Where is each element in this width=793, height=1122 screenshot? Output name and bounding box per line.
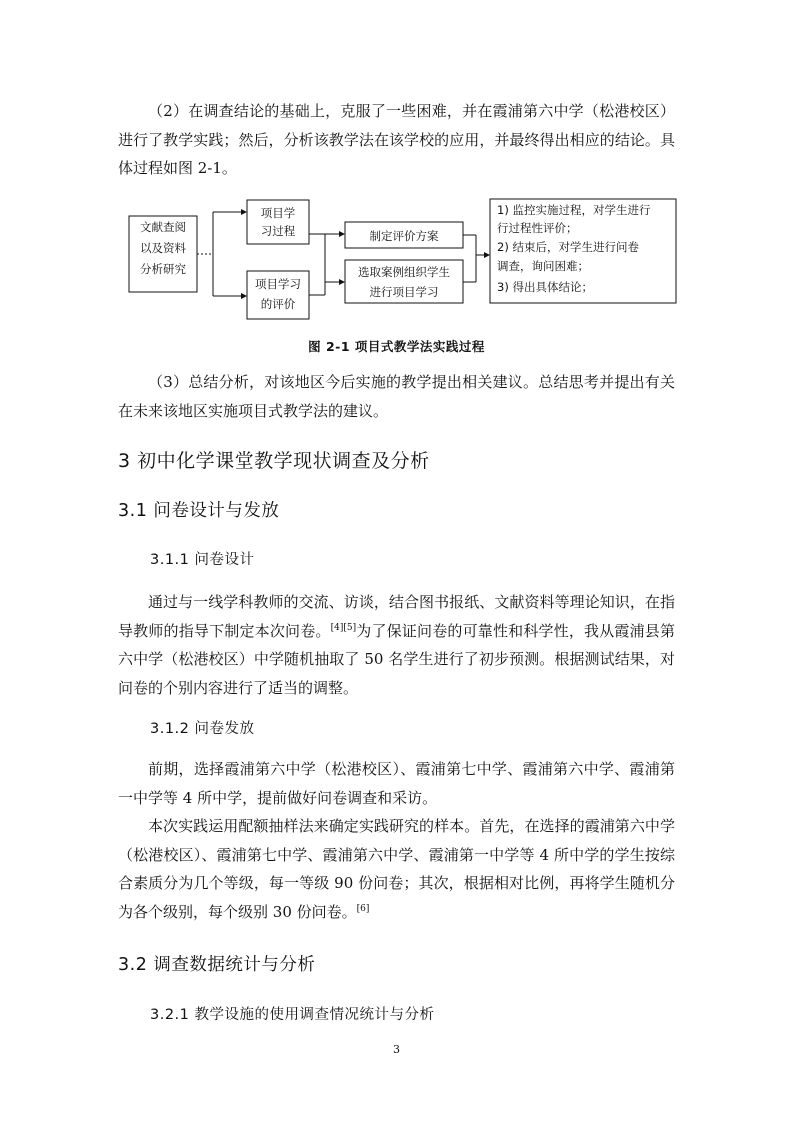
paragraph-quota-sampling-text: 本次实践运用配额抽样法来确定实践研究的样本。首先，在选择的霞浦第六中学（松港校区）、霞浦第七中学、霞浦第六中学、霞浦第一中学等 4 所中学的学生按综合素质分为几个等级，每一等级 90 份问卷；其次，根据相对比例，再将学生随机分为各个级别，每个级别 30 份问卷。 [118,817,675,921]
page-number: 3 [393,1043,400,1056]
box-results-line-3: 2) 结束后，对学生进行问卷 [497,240,639,254]
heading-section-3-1-1: 3.1.1 问卷设计 [150,552,255,568]
figure-caption: 图 2-1 项目式教学法实践过程 [308,339,485,354]
box-literature-line-1: 文献查阅 [140,220,186,234]
box-process-line-2: 习过程 [260,224,296,238]
box-results-line-5: 3) 得出具体结论； [497,280,593,294]
paragraph-questionnaire-design [118,588,675,702]
citation-4-5: [4][5] [330,622,357,633]
box-results-line-2: 行过程性评价； [497,221,578,235]
paragraph-quota-sampling [118,812,675,926]
paragraph-questionnaire-distribution: 前期，选择霞浦第六中学（松港校区）、霞浦第七中学、霞浦第六中学、霞浦第一中学等 4 所中学，提前做好问卷调查和采访。 [118,760,675,807]
box-select-line-2: 进行项目学习 [369,285,439,299]
citation-6: [6] [356,903,370,914]
heading-section-3-1-2: 3.1.2 问卷发放 [150,721,255,737]
box-literature-line-3: 分析研究 [140,262,186,276]
box-select-line-1: 选取案例组织学生 [358,265,450,279]
box-literature-line-2: 以及资料 [140,241,186,255]
paragraph-questionnaire-design-part-1: 通过与一线学科教师的交流、访谈，结合图书报纸、文献资料等理论知识，在指导教师的指导下制定本次问卷。 [118,593,675,640]
figure-2-1-flowchart [0,195,793,325]
heading-section-3-1: 3.1 问卷设计与发放 [118,501,280,521]
box-plan-text: 制定评价方案 [369,229,439,243]
heading-section-3: 3 初中化学课堂教学现状调查及分析 [118,450,430,472]
box-process-line-1: 项目学 [260,206,296,220]
paragraph-research-step-2: （2）在调查结论的基础上，克服了一些困难，并在霞浦第六中学（松港校区）进行了教学实践；然后，分析该教学法在该学校的应用，并最终得出相应的结论。具体过程如图 2-1。 [118,102,675,177]
heading-section-3-2: 3.2 调查数据统计与分析 [118,955,316,975]
box-evaluation-line-1: 项目学习 [255,277,301,291]
box-evaluation-line-2: 的评价 [260,297,296,311]
paragraph-research-step-3: （3）总结分析，对该地区今后实施的教学提出相关建议。总结思考并提出有关在未来该地区实施项目式教学法的建议。 [118,373,675,420]
heading-section-3-2-1: 3.2.1 教学设施的使用调查情况统计与分析 [150,1007,435,1023]
box-results-line-4: 调查，询问困难； [497,259,589,273]
paragraph-questionnaire-design-part-2: 为了保证问卷的可靠性和科学性，我从霞浦县第六中学（松港校区）中学随机抽取了 50 名学生进行了初步预测。根据测试结果，对问卷的个别内容进行了适当的调整。 [118,621,675,697]
box-results-line-1: 1) 监控实施过程，对学生进行 [497,203,651,217]
